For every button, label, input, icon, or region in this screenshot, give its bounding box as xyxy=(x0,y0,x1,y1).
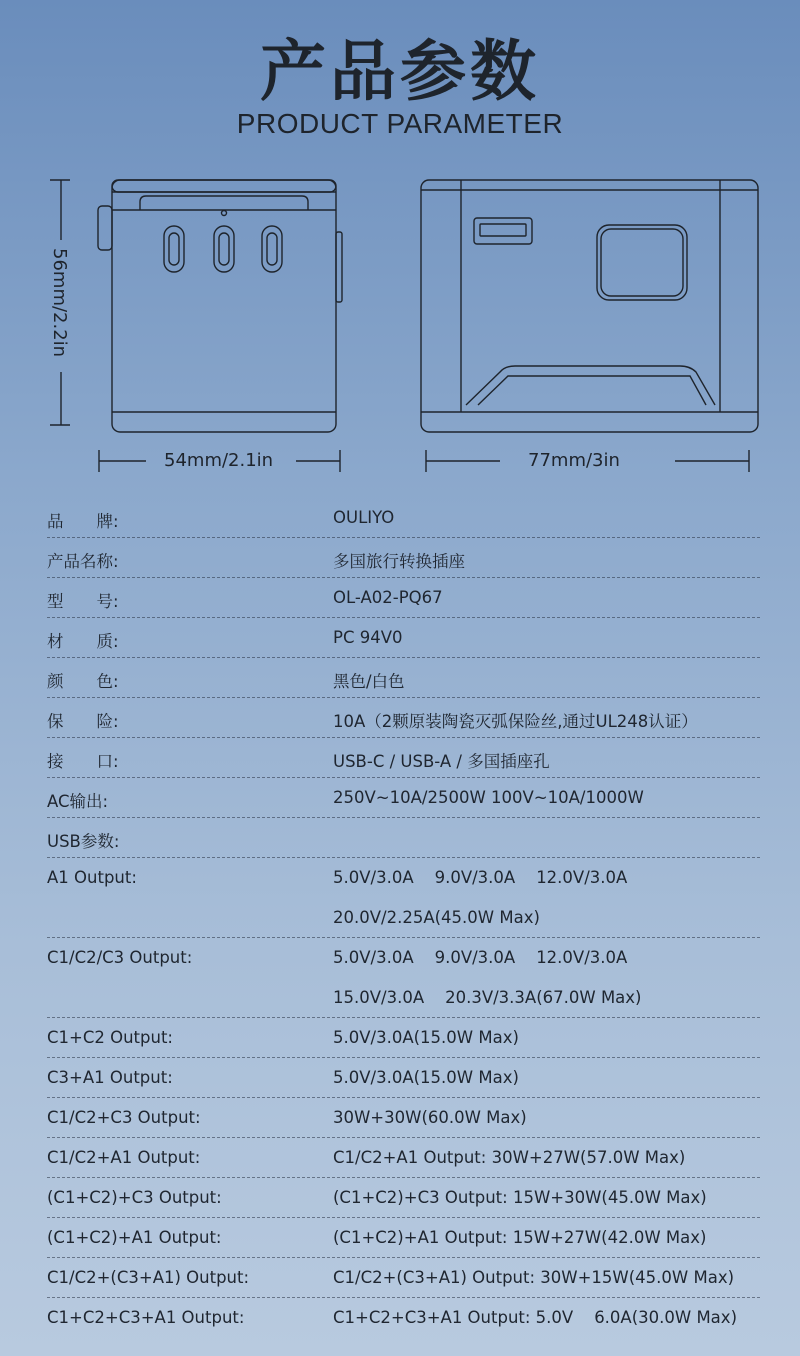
spec-value: C1/C2+A1 Output: 30W+27W(57.0W Max) xyxy=(333,1148,686,1167)
spec-row xyxy=(0,698,800,738)
spec-row xyxy=(0,938,800,978)
spec-value: 30W+30W(60.0W Max) xyxy=(333,1108,527,1127)
spec-label: C1/C2+A1 Output: xyxy=(47,1148,201,1167)
spec-value: 250V~10A/2500W 100V~10A/1000W xyxy=(333,788,644,807)
spec-label: 接 口: xyxy=(47,752,119,771)
spec-value: (C1+C2)+C3 Output: 15W+30W(45.0W Max) xyxy=(333,1188,707,1207)
spec-label: 品 牌: xyxy=(47,512,119,531)
spec-row xyxy=(0,738,800,778)
spec-row xyxy=(0,578,800,618)
spec-row xyxy=(0,538,800,578)
spec-label: 颜 色: xyxy=(47,672,119,691)
spec-row xyxy=(0,898,800,938)
spec-row xyxy=(0,778,800,818)
spec-value: C1/C2+(C3+A1) Output: 30W+15W(45.0W Max) xyxy=(333,1268,735,1287)
spec-row xyxy=(0,978,800,1018)
spec-row xyxy=(0,498,800,538)
spec-row xyxy=(0,1178,800,1218)
spec-label: (C1+C2)+C3 Output: xyxy=(47,1188,222,1207)
spec-value: USB-C / USB-A / 多国插座孔 xyxy=(333,752,550,771)
spec-value: OL-A02-PQ67 xyxy=(333,588,443,607)
spec-value: 多国旅行转换插座 xyxy=(333,552,465,571)
spec-value: PC 94V0 xyxy=(333,628,403,647)
product-drawing xyxy=(0,160,800,490)
spec-row xyxy=(0,618,800,658)
usb-c-port-c2 xyxy=(214,226,234,272)
spec-value: 黑色/白色 xyxy=(333,672,405,691)
usb-c-port-c1 xyxy=(164,226,184,272)
spec-row xyxy=(0,1138,800,1178)
spec-label: C1/C2+C3 Output: xyxy=(47,1108,201,1127)
side-view-drawing xyxy=(421,180,758,432)
front-view-drawing xyxy=(98,180,342,432)
spec-row xyxy=(0,658,800,698)
spec-row xyxy=(0,1018,800,1058)
spec-row xyxy=(0,818,800,858)
height-label: 56mm/2.2in xyxy=(49,248,70,358)
spec-label: 产品名称: xyxy=(47,552,119,571)
length-label: 77mm/3in xyxy=(528,450,620,471)
usb-a-port xyxy=(474,218,532,244)
spec-value: OULIYO xyxy=(333,508,395,527)
spec-label: C3+A1 Output: xyxy=(47,1068,173,1087)
page-title: 产品参数 xyxy=(260,33,540,110)
spec-value: (C1+C2)+A1 Output: 15W+27W(42.0W Max) xyxy=(333,1228,707,1247)
spec-value: 5.0V/3.0A(15.0W Max) xyxy=(333,1068,519,1087)
spec-value: C1+C2+C3+A1 Output: 5.0V 6.0A(30.0W Max) xyxy=(333,1308,738,1327)
spec-value: 5.0V/3.0A 9.0V/3.0A 12.0V/3.0A xyxy=(333,948,628,967)
spec-row xyxy=(0,1218,800,1258)
spec-label: C1+C2+C3+A1 Output: xyxy=(47,1308,245,1327)
spec-label: 保 险: xyxy=(47,712,119,731)
spec-label: C1/C2/C3 Output: xyxy=(47,948,193,967)
spec-label: 型 号: xyxy=(47,592,119,611)
usb-c-port-c3 xyxy=(262,226,282,272)
spec-label: A1 Output: xyxy=(47,868,137,887)
spec-value: 10A（2颗原装陶瓷灭弧保险丝,通过UL248认证） xyxy=(333,712,698,731)
spec-value: 15.0V/3.0A 20.3V/3.3A(67.0W Max) xyxy=(333,988,642,1007)
spec-value: 5.0V/3.0A 9.0V/3.0A 12.0V/3.0A xyxy=(333,868,628,887)
spec-row xyxy=(0,858,800,898)
spec-label: (C1+C2)+A1 Output: xyxy=(47,1228,222,1247)
spec-row xyxy=(0,1258,800,1298)
spec-label: AC输出: xyxy=(47,792,109,811)
spec-value: 5.0V/3.0A(15.0W Max) xyxy=(333,1028,519,1047)
spec-label: C1+C2 Output: xyxy=(47,1028,173,1047)
spec-row xyxy=(0,1058,800,1098)
spec-label: 材 质: xyxy=(47,632,119,651)
spec-row xyxy=(0,1298,800,1338)
spec-label: C1/C2+(C3+A1) Output: xyxy=(47,1268,250,1287)
spec-value: 20.0V/2.25A(45.0W Max) xyxy=(333,908,540,927)
page-subtitle: PRODUCT PARAMETER xyxy=(236,108,564,139)
width-label: 54mm/2.1in xyxy=(164,450,274,471)
spec-label: USB参数: xyxy=(47,832,120,851)
spec-row xyxy=(0,1098,800,1138)
